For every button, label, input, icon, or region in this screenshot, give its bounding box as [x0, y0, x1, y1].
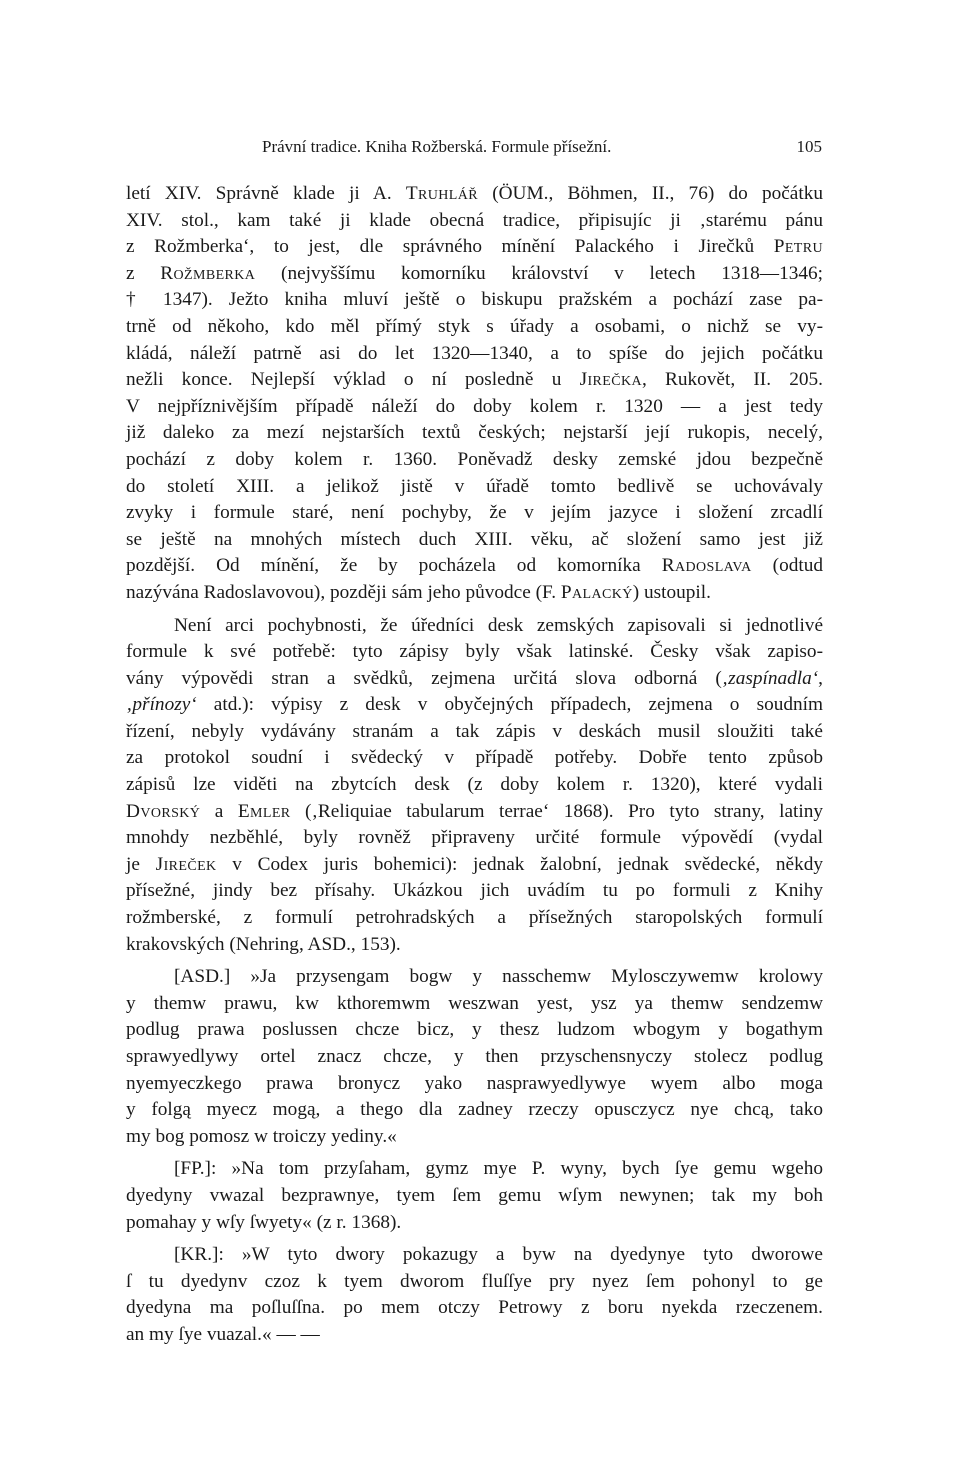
- text-line: do století XIII. a jelikož jistě v úřadě tomto bedlivě se uchovávaly: [126, 475, 823, 497]
- text-line: se ještě na mnohých místech duch XIII. věku, ač složení samo jest již: [126, 528, 823, 550]
- text-line: my bog pomosz w troiczy yediny.«: [126, 1125, 397, 1147]
- text-line: přísežné, jindy bez přísahy. Ukázkou jich uvádím tu po formuli z Knihy: [126, 880, 823, 902]
- page-number: 105: [796, 137, 822, 156]
- text-line: formule k své potřebě: tyto zápisy byly však latinské. Česky však zapiso-: [126, 641, 823, 663]
- author-name: Petru: [773, 236, 823, 258]
- text-line: pozdější. Od mínění, že by pocházela od komorníka Radoslava (odtud: [126, 555, 823, 577]
- text-line: mnohdy nezběhlé, byly rovněž připraveny určité formule výpovědí (vydal: [126, 827, 823, 849]
- running-title: Právní tradice. Kniha Rožberská. Formule přísežní.: [262, 137, 612, 156]
- text-line: zápisů lze viděti na zbytcích desk (z doby kolem r. 1320), které vydali: [126, 774, 823, 796]
- text-line: [KR.]: »W tyto dwory pokazugy a byw na dyedynye tyto dworowe: [174, 1244, 823, 1266]
- text-line: sprawyedlywy ortel znacz chcze, y then przyschensnyczy stolecz podlug: [126, 1046, 823, 1067]
- author-name: Palacký: [560, 581, 633, 603]
- text-line: již daleko za mezí nejstarších textů českých; nejstarší její rukopis, necelý,: [126, 422, 823, 444]
- text-line: dyedyna ma poſluſſna. po mem otczy Petrowy z boru nyekda rzeczenem.: [126, 1297, 823, 1319]
- author-name: Truhlář: [405, 183, 478, 204]
- text-line: Dvorský a Emler (‚Reliquiae tabularum terrae‘ 1868). Pro tyto strany, latiny: [126, 800, 823, 822]
- author-name: Rožmberka: [160, 262, 256, 284]
- italic-term: ‚zaspínadla‘: [721, 667, 819, 689]
- text-line: za protokol soudní i svědecký v případě potřeby. Dobře tento způsob: [126, 747, 823, 769]
- text-line: je Jireček v Codex juris bohemici): jednak žalobní, jednak svědecké, někdy: [126, 853, 823, 875]
- text-line: letí XIV. Správně klade ji A. Truhlář (ÖUM., Böhmen, II., 76) do počátku: [126, 183, 824, 204]
- text-line: † 1347). Ježto kniha mluví ještě o biskupu pražském a pochází zase pa-: [126, 289, 823, 311]
- text-line: y folgą myecz mogą, a thego dla zadney rzeczy opusczycz nye chcą, tako: [126, 1099, 823, 1121]
- text-line: vány výpovědi stran a svědků, zejmena určitá slova odborná (‚zaspínadla‘,: [126, 667, 823, 689]
- text-line: krakovských (Nehring, ASD., 153).: [126, 933, 401, 955]
- text-line: ſ tu dyedynv czoz k tyem dworom fluſſye pry nyez ſem pohonyl to ge: [126, 1270, 823, 1292]
- author-name: Emler: [237, 800, 291, 822]
- text-line: pochází z doby kolem r. 1360. Poněvadž desky zemské jdou bezpečně: [126, 448, 823, 470]
- text-line: pomahay y wſy ſwyety« (z r. 1368).: [126, 1211, 402, 1233]
- text-line: Není arci pochybnosti, že úředníci desk zemských zapisovali si jednotlivé: [174, 614, 823, 636]
- text-line: řízení, nebyly vydávány stranám a tak zápis v deskách musil sloužiti také: [126, 720, 823, 742]
- author-name: Jireček: [155, 853, 217, 875]
- text-line: [ASD.] »Ja przysengam bogw y nasschemw Mylosczywemw krolowy: [174, 966, 823, 988]
- text-line: zvyky i formule staré, není pochyby, že v jejím jazyce i složení zrcadlí: [126, 502, 823, 524]
- text-line: nyemyeczkego prawa bronycz yako nasprawyedlywye wyem albo moga: [126, 1072, 823, 1094]
- text-line: kládá, náleží patrně asi do let 1320—1340, a to spíše do jejich počátku: [126, 342, 823, 364]
- text-line: nežli konce. Nejlepší výklad o ní posledně u Jirečka, Rukovět, II. 205.: [126, 369, 823, 391]
- text-line: V nejpříznivějším případě náleží do doby kolem r. 1320 — a jest tedy: [126, 395, 823, 417]
- text-line: [FP.]: »Na tom przyſaham, gymz mye P. wyny, bych ſye gemu wgeho: [174, 1158, 823, 1180]
- text-line: podlug prawa poslussen chcze bicz, y thesz ludzom wbogym y bogathym: [126, 1019, 823, 1041]
- text-line: y themw prawu, kw kthoremwm weszwan yest, ysz ya themw sendzemw: [126, 992, 823, 1014]
- author-name: Jirečka: [579, 369, 642, 391]
- text-line: trně od někoho, kdo měl přímý styk s úřady a osobami, o nichž se vy-: [126, 315, 823, 337]
- text-line: z Rožmberka‘, to jest, dle správného mínění Palackého i Jirečků Petru: [126, 236, 823, 258]
- author-name: Dvorský: [126, 800, 201, 822]
- text-line: nazývána Radoslavovou), později sám jeho původce (F. Palacký) ustoupil.: [126, 581, 711, 603]
- text-line: z Rožmberka (nejvyššímu komorníku království v letech 1318—1346;: [126, 262, 823, 284]
- text-line: an my ſye vuazal.« — —: [126, 1323, 320, 1345]
- author-name: Radoslava: [661, 555, 752, 577]
- text-line: dyedyny vwazal bezprawnye, tyem ſem gemu wſym newynen; tak my boh: [126, 1184, 823, 1206]
- text-line: ‚přínozy‘ atd.): výpisy z desk v obyčejných případech, zejmena o soudním: [126, 694, 823, 716]
- body-text: [126, 181, 823, 1349]
- text-line: rožmberské, z formulí petrohradských a přísežných staropolských formulí: [126, 907, 823, 929]
- italic-term: ‚přínozy‘: [126, 694, 197, 716]
- page-header: [130, 135, 830, 159]
- text-line: XIV. stol., kam také ji klade obecná tradice, připisujíc ji ‚starému pánu: [126, 209, 823, 231]
